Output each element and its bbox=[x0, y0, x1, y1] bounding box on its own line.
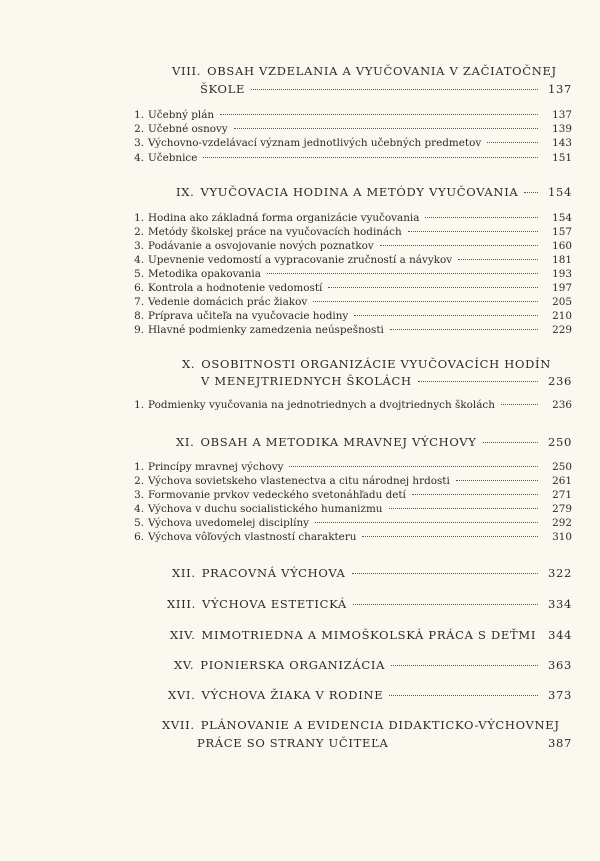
chapter-heading bbox=[174, 658, 572, 672]
dot-leader bbox=[412, 494, 538, 495]
item-title: Príprava učiteľa na vyučovacie hodiny bbox=[148, 310, 349, 322]
toc-item bbox=[130, 152, 572, 164]
chapter-numeral: XII. bbox=[172, 566, 196, 580]
item-title: Učebnice bbox=[148, 152, 198, 164]
page-number: 157 bbox=[552, 226, 572, 238]
page-number: 143 bbox=[552, 137, 572, 149]
item-title: Princípy mravnej výchovy bbox=[148, 461, 284, 473]
dot-leader bbox=[425, 217, 538, 218]
item-number: 8. bbox=[134, 310, 144, 322]
toc-item bbox=[130, 226, 572, 238]
dot-leader bbox=[380, 245, 538, 246]
dot-leader bbox=[354, 315, 538, 316]
toc-item bbox=[130, 109, 572, 121]
toc-item bbox=[130, 240, 572, 252]
item-number: 2. bbox=[134, 226, 144, 238]
page-number: 137 bbox=[552, 109, 572, 121]
item-number: 9. bbox=[134, 324, 144, 336]
dot-leader bbox=[458, 259, 538, 260]
item-title: Metódy školskej práce na vyučovacích hodinách bbox=[148, 226, 402, 238]
item-title: Formovanie prvkov vedeckého svetonáhľadu detí bbox=[148, 489, 406, 501]
chapter-numeral: XV. bbox=[174, 658, 195, 672]
chapter-title: VÝCHOVA ŽIAKA V RODINE bbox=[201, 688, 384, 702]
dot-leader bbox=[390, 329, 538, 330]
item-title: Učebné osnovy bbox=[148, 123, 228, 135]
item-number: 7. bbox=[134, 296, 144, 308]
item-number: 3. bbox=[134, 489, 144, 501]
dot-leader bbox=[483, 442, 538, 443]
dot-leader bbox=[352, 573, 538, 574]
toc-item bbox=[130, 254, 572, 266]
item-title: Podávanie a osvojovanie nových poznatkov bbox=[148, 240, 374, 252]
page-number: 363 bbox=[547, 658, 572, 672]
page-number: 154 bbox=[547, 185, 572, 199]
chapter-numeral: X. bbox=[182, 357, 196, 371]
page-number: 236 bbox=[552, 399, 572, 411]
item-number: 1. bbox=[134, 212, 144, 224]
dot-leader bbox=[524, 192, 538, 193]
item-number: 4. bbox=[134, 152, 144, 164]
item-title: Metodika opakovania bbox=[148, 268, 261, 280]
chapter-title: PRACOVNÁ VÝCHOVA bbox=[201, 566, 346, 580]
page-number: 210 bbox=[552, 310, 572, 322]
dot-leader bbox=[289, 466, 538, 467]
page-number: 139 bbox=[552, 123, 572, 135]
chapter-heading-cont bbox=[201, 374, 572, 388]
toc-item bbox=[130, 517, 572, 529]
item-number: 4. bbox=[134, 254, 144, 266]
page-number: 205 bbox=[552, 296, 572, 308]
item-number: 4. bbox=[134, 503, 144, 515]
dot-leader bbox=[389, 508, 539, 509]
toc-item bbox=[130, 399, 572, 411]
item-title: Výchova uvedomelej disciplíny bbox=[148, 517, 310, 529]
chapter-title: OSOBITNOSTI ORGANIZÁCIE VYUČOVACÍCH HODÍN bbox=[201, 357, 552, 371]
chapter-numeral: VIII. bbox=[172, 64, 202, 78]
toc-item bbox=[130, 282, 572, 294]
chapter-numeral: XVI. bbox=[168, 688, 196, 702]
chapter-heading bbox=[172, 566, 572, 580]
dot-leader bbox=[418, 381, 538, 382]
dot-leader bbox=[234, 128, 538, 129]
dot-leader bbox=[389, 695, 538, 696]
toc-item bbox=[130, 461, 572, 473]
page-number: 229 bbox=[552, 324, 572, 336]
item-title: Výchovno-vzdelávací význam jednotlivých učebných predmetov bbox=[148, 137, 482, 149]
page-number: 271 bbox=[552, 489, 572, 501]
dot-leader bbox=[456, 480, 538, 481]
item-number: 2. bbox=[134, 123, 144, 135]
chapter-numeral: XIII. bbox=[167, 597, 196, 611]
item-title: Kontrola a hodnotenie vedomostí bbox=[148, 282, 323, 294]
toc-item bbox=[130, 489, 572, 501]
page-number: 197 bbox=[552, 282, 572, 294]
page-number: 193 bbox=[552, 268, 572, 280]
toc-item bbox=[130, 212, 572, 224]
chapter-heading-cont bbox=[200, 82, 572, 96]
chapter-title: PLÁNOVANIE A EVIDENCIA DIDAKTICKO-VÝCHOVNEJ bbox=[200, 718, 560, 732]
chapter-title-line2: PRÁCE SO STRANY UČITEĽA bbox=[197, 736, 389, 750]
page-number: 322 bbox=[547, 566, 572, 580]
chapter-title: OBSAH VZDELANIA A VYUČOVANIA V ZAČIATOČNEJ bbox=[207, 64, 557, 78]
chapter-title-line2: ŠKOLE bbox=[200, 82, 246, 96]
item-number: 5. bbox=[134, 268, 144, 280]
page-number: 236 bbox=[547, 374, 572, 388]
item-title: Vedenie domácich prác žiakov bbox=[148, 296, 308, 308]
dot-leader bbox=[353, 604, 538, 605]
item-number: 3. bbox=[134, 240, 144, 252]
dot-leader bbox=[328, 287, 538, 288]
item-number: 1. bbox=[134, 399, 144, 411]
item-title: Výchova v duchu socialistického humanizmu bbox=[148, 503, 383, 515]
dot-leader bbox=[315, 522, 538, 523]
page-number: 310 bbox=[552, 531, 572, 543]
page-number: 151 bbox=[552, 152, 572, 164]
toc-item bbox=[130, 503, 572, 515]
chapter-heading bbox=[172, 64, 557, 78]
toc-item bbox=[130, 310, 572, 322]
item-title: Hodina ako základná forma organizácie vyučovania bbox=[148, 212, 420, 224]
item-title: Podmienky vyučovania na jednotriednych a dvojtriednych školách bbox=[148, 399, 495, 411]
chapter-heading bbox=[182, 357, 551, 371]
dot-leader bbox=[251, 89, 538, 90]
item-number: 6. bbox=[134, 282, 144, 294]
chapter-title-line2: V MENEJTRIEDNYCH ŠKOLÁCH bbox=[201, 374, 412, 388]
toc-item bbox=[130, 531, 572, 543]
chapter-title: PIONIERSKA ORGANIZÁCIA bbox=[200, 658, 386, 672]
chapter-numeral: XIV. bbox=[170, 628, 196, 642]
page-number: 137 bbox=[547, 82, 572, 96]
dot-leader bbox=[203, 157, 538, 158]
dot-leader bbox=[501, 404, 538, 405]
toc-item bbox=[130, 324, 572, 336]
item-title: Výchova vôľových vlastností charakteru bbox=[148, 531, 357, 543]
chapter-title: VYUČOVACIA HODINA A METÓDY VYUČOVANIA bbox=[200, 185, 519, 199]
chapter-numeral: XVII. bbox=[162, 718, 195, 732]
item-number: 2. bbox=[134, 475, 144, 487]
item-number: 3. bbox=[134, 137, 144, 149]
page-number: 292 bbox=[552, 517, 572, 529]
chapter-heading bbox=[162, 718, 560, 732]
page-number: 181 bbox=[552, 254, 572, 266]
page-number: 373 bbox=[547, 688, 572, 702]
toc-item bbox=[130, 268, 572, 280]
page-number: 160 bbox=[552, 240, 572, 252]
dot-leader bbox=[267, 273, 538, 274]
page-number: 154 bbox=[552, 212, 572, 224]
page-number: 344 bbox=[548, 628, 573, 642]
toc-item bbox=[130, 296, 572, 308]
dot-leader bbox=[313, 301, 538, 302]
page-number: 261 bbox=[552, 475, 572, 487]
item-number: 1. bbox=[134, 461, 144, 473]
chapter-numeral: XI. bbox=[176, 435, 195, 449]
dot-leader bbox=[391, 665, 538, 666]
item-number: 6. bbox=[134, 531, 144, 543]
page-number: 279 bbox=[552, 503, 572, 515]
item-number: 5. bbox=[134, 517, 144, 529]
chapter-heading bbox=[168, 688, 572, 702]
item-title: Upevnenie vedomostí a vypracovanie zručností a návykov bbox=[148, 254, 453, 266]
toc-item bbox=[130, 137, 572, 149]
chapter-numeral: IX. bbox=[176, 185, 195, 199]
dot-leader bbox=[408, 231, 538, 232]
toc-item bbox=[130, 475, 572, 487]
item-title: Výchova sovietskeho vlastenectva a citu národnej hrdosti bbox=[148, 475, 450, 487]
dot-leader bbox=[362, 536, 538, 537]
page-number: 334 bbox=[547, 597, 572, 611]
chapter-heading bbox=[176, 435, 572, 449]
dot-leader bbox=[487, 142, 538, 143]
chapter-title: OBSAH A METODIKA MRAVNEJ VÝCHOVY bbox=[200, 435, 477, 449]
dot-leader bbox=[220, 114, 538, 115]
page-number: 387 bbox=[547, 736, 572, 750]
page-number: 250 bbox=[552, 461, 572, 473]
chapter-heading bbox=[170, 628, 572, 642]
chapter-heading bbox=[176, 185, 572, 199]
item-number: 1. bbox=[134, 109, 144, 121]
page-number: 250 bbox=[547, 435, 572, 449]
chapter-heading-cont bbox=[197, 736, 572, 750]
chapter-heading bbox=[167, 597, 572, 611]
item-title: Hlavné podmienky zamedzenia neúspešnosti bbox=[148, 324, 384, 336]
chapter-title: VÝCHOVA ESTETICKÁ bbox=[201, 597, 347, 611]
item-title: Učebný plán bbox=[148, 109, 215, 121]
toc-item bbox=[130, 123, 572, 135]
chapter-title: MIMOTRIEDNA A MIMOŠKOLSKÁ PRÁCA S DEŤMI bbox=[201, 628, 537, 642]
